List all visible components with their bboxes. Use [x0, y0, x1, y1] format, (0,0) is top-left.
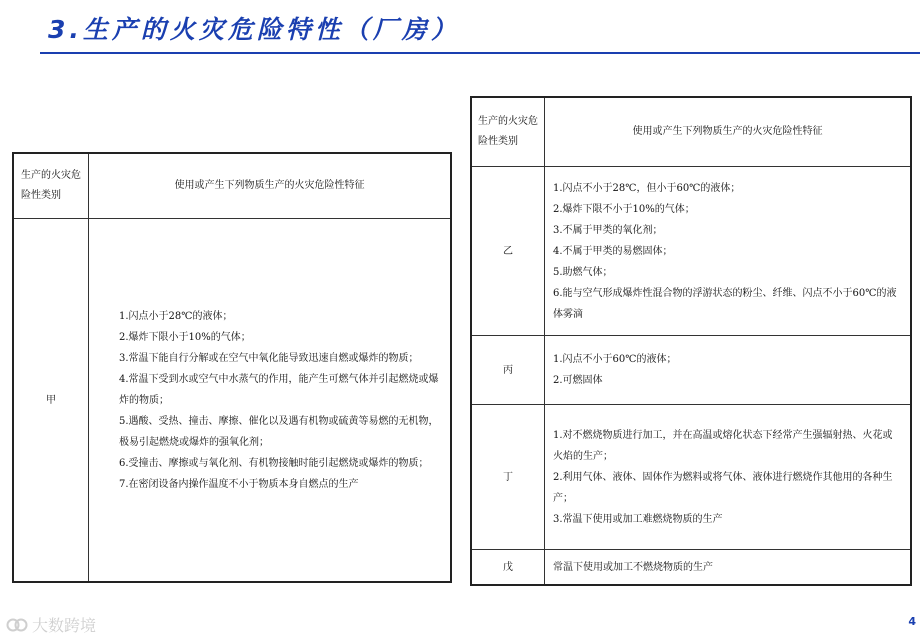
- feature-item: 3.常温下能自行分解或在空气中氧化能导致迅速自燃或爆炸的物质；: [119, 352, 419, 364]
- table-row: [471, 550, 911, 586]
- feature-item: 2.爆炸下限不小于10%的气体；: [553, 203, 695, 215]
- feature-item: 2.爆炸下限小于10%的气体；: [119, 331, 251, 343]
- column-header-category: 生产的火灾危险性类别: [13, 153, 89, 219]
- table-row: [13, 219, 451, 583]
- category-cell: 丁: [471, 405, 545, 550]
- page-title: 3.生产的火灾危险特性（厂房）: [48, 15, 460, 44]
- page-number: 4: [908, 615, 916, 628]
- column-header-features: 使用或产生下列物质生产的火灾危险性特征: [545, 97, 912, 167]
- feature-item: 4.常温下受到水或空气中水蒸气的作用，能产生可燃气体并引起燃烧或爆炸的物质；: [119, 373, 439, 406]
- table-header-row: [13, 153, 451, 219]
- features-cell: [89, 219, 452, 583]
- table-header-row: [471, 97, 911, 167]
- table-row: [471, 167, 911, 336]
- feature-item: 2.利用气体、液体、固体作为燃料或将气体、液体进行燃烧作其他用的各种生产；: [553, 471, 893, 504]
- table-row: [471, 405, 911, 550]
- feature-item: 2.可燃固体: [553, 375, 603, 386]
- feature-item: 5.遇酸、受热、撞击、摩擦、催化以及遇有机物或硫黄等易燃的无机物，极易引起燃烧或爆炸的强氧化剂；: [119, 415, 439, 448]
- feature-item: 7.在密闭设备内操作温度不小于物质本身自燃点的生产: [119, 478, 359, 490]
- feature-item: 3.不属于甲类的氧化剂；: [553, 224, 663, 236]
- title-divider: [40, 52, 920, 54]
- table-row: [471, 336, 911, 405]
- fire-hazard-table-right: [470, 96, 912, 586]
- features-cell: [545, 336, 912, 405]
- fire-hazard-table-left: [12, 152, 452, 583]
- feature-item: 6.能与空气形成爆炸性混合物的浮游状态的粉尘、纤维、闪点不小于60℃的液体雾滴: [553, 287, 897, 320]
- brand-logo-icon: [6, 617, 28, 633]
- feature-item: 1.对不燃烧物质进行加工，并在高温或熔化状态下经常产生强辐射热、火花或火焰的生产；: [553, 429, 893, 462]
- feature-item: 3.常温下使用或加工难燃烧物质的生产: [553, 513, 723, 525]
- category-cell: 乙: [471, 167, 545, 336]
- watermark: [6, 613, 96, 636]
- column-header-category: 生产的火灾危险性类别: [471, 97, 545, 167]
- features-cell: [545, 167, 912, 336]
- features-cell: [545, 550, 912, 586]
- column-header-features: 使用或产生下列物质生产的火灾危险性特征: [89, 153, 452, 219]
- features-cell: [545, 405, 912, 550]
- feature-item: 6.受撞击、摩擦或与氧化剂、有机物接触时能引起燃烧或爆炸的物质；: [119, 457, 429, 469]
- category-cell: 甲: [13, 219, 89, 583]
- watermark-text: 大数跨境: [32, 616, 97, 635]
- feature-item: 1.闪点不小于28℃，但小于60℃的液体；: [553, 182, 741, 194]
- feature-item: 常温下使用或加工不燃烧物质的生产: [553, 561, 713, 573]
- category-cell: 戊: [471, 550, 545, 586]
- feature-item: 5.助燃气体；: [553, 266, 613, 278]
- category-cell: 丙: [471, 336, 545, 405]
- feature-item: 1.闪点不小于60℃的液体；: [553, 354, 677, 365]
- feature-item: 4.不属于甲类的易燃固体；: [553, 245, 673, 257]
- feature-item: 1.闪点小于28℃的液体；: [119, 310, 233, 322]
